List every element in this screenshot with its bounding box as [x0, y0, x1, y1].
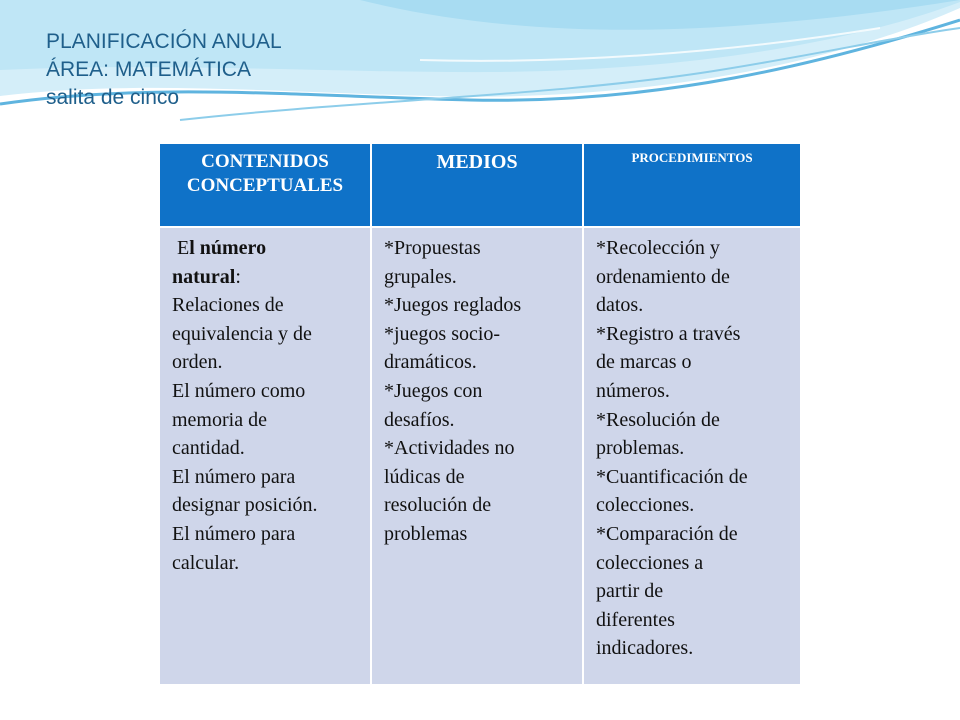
medios-line: desafíos.: [384, 408, 455, 431]
title-line-2: ÁREA: MATEMÁTICA: [46, 58, 251, 81]
procedimientos-line: datos.: [596, 294, 644, 317]
procedimientos-line: *Resolución de: [596, 408, 720, 431]
medios-line: lúdicas de: [384, 465, 465, 488]
table-row: [159, 227, 801, 685]
medios-line: resolución de: [384, 494, 492, 517]
lead-prefix: E: [177, 237, 190, 259]
procedimientos-line: de marcas o: [596, 351, 692, 374]
contenidos-line: memoria de: [172, 408, 267, 431]
lead-bold-b: natural: [172, 265, 236, 288]
medios-line: *Juegos reglados: [384, 294, 522, 317]
medios-line: grupales.: [384, 265, 457, 288]
cell-contenidos: [159, 227, 371, 685]
title-line-3: salita de cinco: [46, 86, 180, 109]
procedimientos-line: *Comparación de: [596, 522, 738, 545]
contenidos-line: calcular.: [172, 551, 240, 574]
medios-line: *Actividades no: [384, 437, 515, 460]
contenidos-line: orden.: [172, 351, 223, 374]
medios-line: *juegos socio-: [384, 322, 501, 345]
contenidos-line: cantidad.: [172, 437, 245, 460]
procedimientos-line: colecciones a: [596, 551, 704, 574]
procedimientos-line: indicadores.: [596, 637, 694, 660]
cell-medios: [371, 227, 583, 685]
contenidos-line: Relaciones de: [172, 294, 284, 317]
lead-suffix: :: [235, 265, 241, 288]
slide-title: [46, 28, 282, 112]
table-header-row: [159, 143, 801, 227]
lead-bold-a: l número: [189, 237, 267, 259]
procedimientos-line: diferentes: [596, 608, 675, 631]
header-procedimientos: PROCEDIMIENTOS: [583, 143, 801, 227]
procedimientos-line: *Registro a través: [596, 322, 741, 345]
procedimientos-line: colecciones.: [596, 494, 695, 517]
medios-line: *Propuestas: [384, 237, 481, 259]
contenidos-line: El número para: [172, 465, 296, 488]
procedimientos-line: partir de: [596, 580, 664, 603]
contenidos-line: El número para: [172, 522, 296, 545]
title-line-1: PLANIFICACIÓN ANUAL: [46, 30, 282, 53]
procedimientos-line: *Recolección y: [596, 237, 720, 259]
procedimientos-line: números.: [596, 379, 670, 402]
procedimientos-line: ordenamiento de: [596, 265, 730, 288]
medios-line: dramáticos.: [384, 351, 477, 374]
contenidos-line: designar posición.: [172, 494, 318, 517]
procedimientos-line: problemas.: [596, 437, 685, 460]
header-medios: MEDIOS: [371, 143, 583, 227]
medios-line: problemas: [384, 522, 468, 545]
planning-table: [158, 142, 802, 686]
header-contenidos-conceptuales: CONTENIDOS CONCEPTUALES: [159, 143, 371, 227]
contenidos-lead-2: [172, 263, 362, 292]
contenidos-line: equivalencia y de: [172, 322, 312, 345]
contenidos-line: El número como: [172, 379, 306, 402]
contenidos-lead: [172, 234, 362, 263]
cell-procedimientos: [583, 227, 801, 685]
medios-line: *Juegos con: [384, 379, 483, 402]
procedimientos-line: *Cuantificación de: [596, 465, 748, 488]
